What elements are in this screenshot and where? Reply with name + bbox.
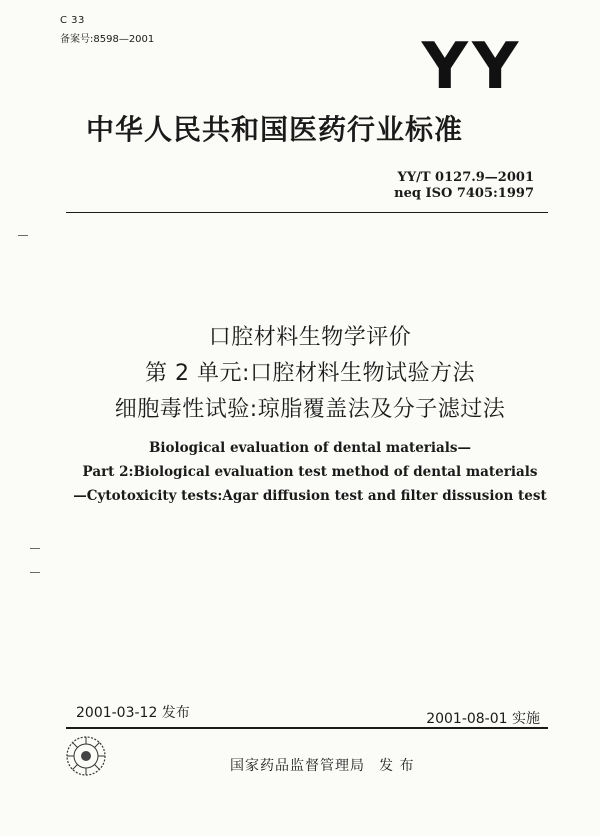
chinese-title-line-1: 口腔材料生物学评价 bbox=[208, 325, 412, 350]
english-title-line-2: Part 2:Biological evaluation test method of dental materials bbox=[82, 464, 538, 480]
classification-code: C 33 bbox=[60, 15, 85, 26]
english-title-line-1: Biological evaluation of dental materials— bbox=[148, 440, 472, 456]
standard-number: YY/T 0127.9—2001 bbox=[397, 170, 534, 185]
iso-equivalence: neq ISO 7405:1997 bbox=[394, 186, 534, 201]
margin-mark bbox=[18, 235, 28, 236]
margin-mark bbox=[30, 572, 40, 573]
chinese-title-line-2: 第 2 单元:口腔材料生物试验方法 bbox=[145, 361, 475, 386]
chinese-title-line-3: 细胞毒性试验:琼脂覆盖法及分子滤过法 bbox=[114, 397, 506, 422]
margin-mark bbox=[30, 548, 40, 549]
header-divider bbox=[66, 212, 548, 213]
english-title bbox=[30, 436, 590, 508]
issue-date: 2001-03-12 发布 bbox=[76, 705, 190, 721]
record-number: 备案号:8598—2001 bbox=[60, 34, 155, 45]
standard-number-block bbox=[394, 170, 534, 202]
publisher-name: 国家药品监督管理局 bbox=[230, 758, 365, 774]
yy-logo bbox=[412, 32, 532, 96]
seal-emblem-icon bbox=[64, 734, 108, 778]
footer-divider bbox=[66, 727, 548, 729]
yy-logo-text: YY bbox=[421, 32, 523, 96]
english-title-line-3: —Cytotoxicity tests:Agar diffusion test and filter dissusion test bbox=[73, 488, 547, 504]
publisher bbox=[230, 755, 414, 775]
publish-label: 发 布 bbox=[379, 758, 415, 774]
chinese-title bbox=[40, 320, 580, 428]
standard-title: 中华人民共和国医药行业标准 bbox=[86, 113, 464, 146]
implementation-date: 2001-08-01 实施 bbox=[426, 711, 540, 727]
